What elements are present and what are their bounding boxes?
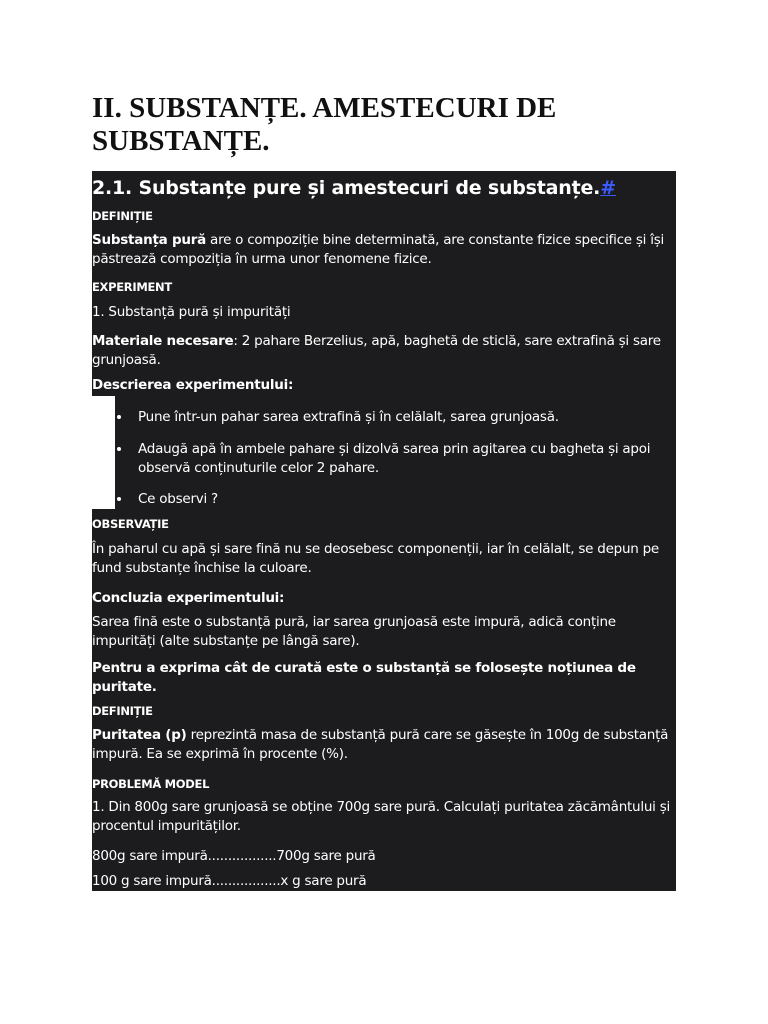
- section-heading-text: 2.1. Substanțe pure și amestecuri de substanțe.: [92, 177, 601, 199]
- definition-text: reprezintă masa de substanță pură care se găsește în 100g de substanță impură. Ea se exprimă în procente (%).: [92, 727, 669, 762]
- materials-text: : 2 pahare Berzelius, apă, baghetă de sticlă, sare extrafină și sare grunjoasă.: [92, 333, 661, 368]
- definition-term: Substanța pură: [92, 232, 207, 248]
- content-block: [92, 171, 676, 891]
- definition-label: DEFINIȚIE: [92, 209, 153, 223]
- section-heading: [92, 176, 676, 200]
- definition-term: Puritatea (p): [92, 727, 187, 743]
- experiment-step: Pune într-un pahar sarea extrafină și în celălalt, sarea grunjoasă.: [138, 408, 658, 427]
- problem-line: 800g sare impură.................700g sare pură: [92, 848, 376, 864]
- definition-label: DEFINIȚIE: [92, 704, 153, 718]
- experiment-step: Adaugă apă în ambele pahare și dizolvă sarea prin agitarea cu bagheta și apoi observă conținuturile celor 2 pahare.: [138, 440, 658, 478]
- materials: [92, 332, 676, 370]
- problem-label: PROBLEMĂ MODEL: [92, 777, 210, 791]
- purity-intro: Pentru a exprima cât de curată este o substanță se folosește noțiunea de puritate.: [92, 660, 636, 695]
- problem-statement: 1. Din 800g sare grunjoasă se obține 700g sare pură. Calculați puritatea zăcământului și procentul impurităților.: [92, 799, 670, 834]
- conclusion-label: Concluzia experimentului:: [92, 590, 285, 606]
- experiment-name: 1. Substanță pură și impurități: [92, 304, 291, 320]
- section-anchor-link[interactable]: #: [600, 177, 616, 199]
- document-title: II. SUBSTANȚE. AMESTECURI DE SUBSTANȚE.: [92, 92, 557, 157]
- problem-line: 100 g sare impură.................x g sare pură: [92, 873, 367, 889]
- description-label: Descrierea experimentului:: [92, 377, 294, 393]
- conclusion-text: Sarea fină este o substanță pură, iar sarea grunjoasă este impură, adică conține impurități (alte substanțe pe lângă sare).: [92, 614, 616, 649]
- observation-text: În paharul cu apă și sare fină nu se deosebesc componenții, iar în celălalt, se depun pe fund substanțe închise la culoare.: [92, 541, 659, 576]
- definition-purity: [92, 726, 676, 764]
- definition-text: are o compoziție bine determinată, are constante fizice specifice și își păstrează compoziția în urma unor fenomene fizice.: [92, 232, 664, 267]
- bullet-margin-strip: [92, 396, 115, 509]
- materials-label: Materiale necesare: [92, 333, 234, 349]
- experiment-label: EXPERIMENT: [92, 280, 172, 294]
- experiment-step: Ce observi ?: [138, 490, 658, 509]
- definition-pure-substance: [92, 231, 676, 269]
- observation-label: OBSERVAȚIE: [92, 517, 169, 531]
